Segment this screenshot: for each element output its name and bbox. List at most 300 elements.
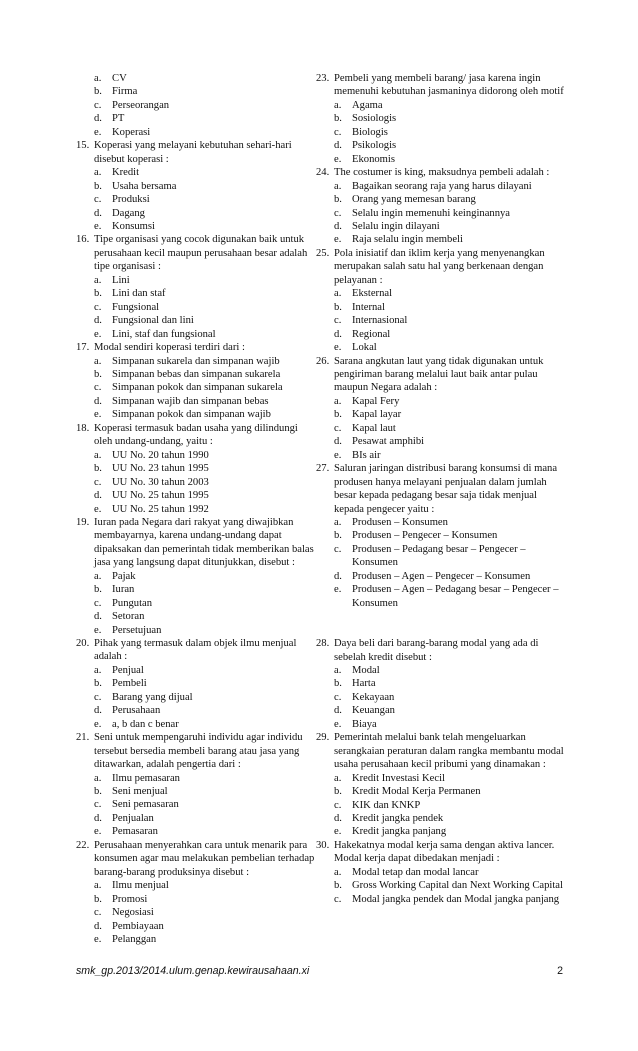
option-letter: b. xyxy=(94,463,102,475)
option-text: UU No. 25 tahun 1995 xyxy=(112,490,209,502)
question-text: Hakekatnya modal kerja sama dengan aktiva lancer. Modal kerja dapat dibedakan menjadi : xyxy=(334,839,555,865)
answer-option xyxy=(316,193,566,206)
option-letter: b. xyxy=(334,678,342,690)
option-letter: d. xyxy=(334,570,342,582)
answer-option xyxy=(76,462,316,475)
question xyxy=(316,166,566,247)
question xyxy=(316,247,566,355)
option-text: Orang yang memesan barang xyxy=(352,194,476,206)
answer-option xyxy=(76,785,316,798)
option-text: UU No. 20 tahun 1990 xyxy=(112,449,209,461)
option-text: Produsen – Agen – Pedagang besar – Pengecer – Konsumen xyxy=(352,584,559,609)
option-letter: a. xyxy=(94,355,102,367)
question xyxy=(76,233,316,341)
question-number: 23. xyxy=(316,73,330,84)
option-text: Perseorangan xyxy=(112,99,170,111)
option-letter: e. xyxy=(94,328,102,340)
question-number: 15. xyxy=(76,140,90,152)
question xyxy=(316,462,566,610)
answer-option xyxy=(76,677,316,690)
answer-option xyxy=(76,368,316,381)
question-text: Tipe organisasi yang cocok digunakan baik untuk perusahaan kecil maupun perusahaan besar adalah tipe organisasi : xyxy=(94,234,308,273)
answer-option xyxy=(316,207,566,220)
answer-option xyxy=(316,825,566,838)
answer-option xyxy=(316,395,566,408)
option-letter: e. xyxy=(334,342,342,354)
answer-option xyxy=(316,341,566,354)
option-text: Kapal layar xyxy=(352,409,402,421)
question-text: Pihak yang termasuk dalam objek ilmu menjual adalah : xyxy=(94,638,297,663)
option-letter: e. xyxy=(94,718,102,730)
answer-option xyxy=(76,395,316,408)
option-text: PT xyxy=(112,113,125,125)
answer-option xyxy=(316,570,566,583)
option-letter: b. xyxy=(94,368,102,380)
question-stem xyxy=(76,516,316,570)
option-text: Konsumsi xyxy=(112,220,155,232)
answer-option xyxy=(316,126,566,139)
question-stem xyxy=(76,341,316,354)
option-text: Kapal laut xyxy=(352,422,396,434)
option-text: Pungutan xyxy=(112,597,153,609)
question-text: Pemerintah melalui bank telah mengeluarkan serangkaian peraturan dalam rangka membantu modal usaha perusahaan kecil pribumi yang dinamakan : xyxy=(334,732,564,771)
answer-option xyxy=(316,112,566,125)
option-letter: d. xyxy=(334,813,342,825)
answer-option xyxy=(316,718,566,731)
answer-option xyxy=(316,449,566,462)
question-number: 30. xyxy=(316,839,330,851)
question-number: 25. xyxy=(316,247,330,259)
option-text: Fungsional dan lini xyxy=(112,315,194,327)
option-text: Penjualan xyxy=(112,812,154,824)
option-letter: e. xyxy=(334,153,342,165)
option-letter: b. xyxy=(334,113,342,125)
answer-option xyxy=(76,301,316,314)
answer-option xyxy=(316,220,566,233)
option-text: Seni menjual xyxy=(112,786,168,798)
answer-option xyxy=(76,664,316,677)
answer-option xyxy=(76,126,316,139)
option-letter: c. xyxy=(94,691,102,703)
option-text: Penjual xyxy=(112,664,144,676)
option-letter: d. xyxy=(334,705,342,717)
option-text: Lokal xyxy=(352,342,377,354)
question-text: Sarana angkutan laut yang tidak digunakan untuk pengiriman barang melalui laut baik antar pulau maupun Negara adalah : xyxy=(334,355,544,394)
option-letter: c. xyxy=(334,893,342,905)
option-letter: b. xyxy=(334,301,342,313)
option-letter: c. xyxy=(94,301,102,313)
option-letter: c. xyxy=(94,194,102,206)
option-text: Kredit jangka panjang xyxy=(352,826,447,838)
option-letter: b. xyxy=(334,880,342,892)
option-text: Simpanan pokok dan simpanan wajib xyxy=(112,409,271,421)
question xyxy=(316,731,566,839)
question-text: Modal sendiri koperasi terdiri dari : xyxy=(94,342,245,354)
answer-option xyxy=(76,583,316,596)
question xyxy=(316,637,566,731)
answer-option xyxy=(76,166,316,179)
option-letter: c. xyxy=(334,691,342,703)
option-letter: c. xyxy=(334,315,342,327)
option-letter: c. xyxy=(94,799,102,811)
option-text: Kredit xyxy=(112,167,140,179)
answer-option xyxy=(76,112,316,125)
option-letter: b. xyxy=(94,786,102,798)
option-text: Eksternal xyxy=(352,288,393,300)
answer-option xyxy=(76,610,316,623)
option-text: Ekonomis xyxy=(352,153,395,165)
option-text: CV xyxy=(112,73,127,84)
option-letter: a. xyxy=(334,772,342,784)
question-number: 26. xyxy=(316,355,330,367)
question-number: 27. xyxy=(316,463,330,475)
option-text: Lini, staf dan fungsional xyxy=(112,328,216,340)
option-text: Negosiasi xyxy=(112,907,154,919)
answer-option xyxy=(76,72,316,85)
answer-option xyxy=(76,704,316,717)
answer-option xyxy=(76,193,316,206)
answer-option xyxy=(316,328,566,341)
answer-option xyxy=(316,677,566,690)
left-column xyxy=(76,72,316,946)
option-text: Harta xyxy=(352,678,376,690)
option-letter: a. xyxy=(94,274,102,286)
page-number: 2 xyxy=(557,965,563,977)
answer-option xyxy=(76,798,316,811)
answer-option xyxy=(76,408,316,421)
option-text: Pembiayaan xyxy=(112,920,164,932)
question-text: Seni untuk mempengaruhi individu agar individu tersebut bersedia membeli barang atau jasa yang ditawarkan, adalah pengertia dari : xyxy=(94,732,303,771)
answer-option xyxy=(76,314,316,327)
option-text: a, b dan c benar xyxy=(112,718,179,730)
option-text: Gross Working Capital dan Next Working Capital xyxy=(352,880,563,892)
answer-option xyxy=(76,920,316,933)
answer-option xyxy=(316,799,566,812)
question-number: 24. xyxy=(316,167,330,179)
option-letter: d. xyxy=(94,113,102,125)
option-letter: d. xyxy=(334,140,342,152)
answer-option xyxy=(316,704,566,717)
question xyxy=(316,72,566,166)
answer-option xyxy=(76,489,316,502)
question-text: Pembeli yang membeli barang/ jasa karena ingin memenuhi kebutuhan jasmaninya didorong oleh motif xyxy=(334,73,564,98)
answer-option xyxy=(76,355,316,368)
option-letter: e. xyxy=(334,584,342,596)
option-text: Produsen – Pedagang besar – Pengecer – Konsumen xyxy=(352,543,526,569)
right-column xyxy=(316,72,566,906)
option-letter: d. xyxy=(334,220,342,232)
option-letter: a. xyxy=(94,167,102,179)
answer-option xyxy=(316,435,566,448)
option-text: Setoran xyxy=(112,611,145,623)
option-text: Pajak xyxy=(112,570,136,582)
question-text: Koperasi yang melayani kebutuhan sehari-hari disebut koperasi : xyxy=(94,140,292,165)
option-text: Fungsional xyxy=(112,301,160,313)
question-stem xyxy=(76,839,316,879)
option-letter: a. xyxy=(334,180,342,192)
option-letter: b. xyxy=(334,786,342,798)
answer-option xyxy=(76,328,316,341)
option-text: Dagang xyxy=(112,207,145,219)
answer-option xyxy=(316,529,566,542)
option-letter: e. xyxy=(94,934,102,945)
option-text: Pelanggan xyxy=(112,934,157,945)
option-letter: b. xyxy=(94,288,102,300)
answer-option xyxy=(76,772,316,785)
option-text: BIs air xyxy=(352,449,381,461)
option-letter: c. xyxy=(94,476,102,488)
option-text: Kredit Investasi Kecil xyxy=(352,772,445,784)
option-letter: b. xyxy=(334,530,342,542)
option-text: Simpanan sukarela dan simpanan wajib xyxy=(112,355,280,367)
option-letter: b. xyxy=(94,180,102,192)
option-letter: b. xyxy=(94,86,102,98)
option-letter: d. xyxy=(94,812,102,824)
option-text: Psikologis xyxy=(352,140,397,152)
option-letter: a. xyxy=(334,99,342,111)
option-text: Biaya xyxy=(352,718,377,730)
option-letter: d. xyxy=(334,436,342,448)
answer-option xyxy=(316,301,566,314)
answer-option xyxy=(76,449,316,462)
option-letter: d. xyxy=(94,920,102,932)
question-number: 22. xyxy=(76,839,90,851)
answer-option xyxy=(76,476,316,489)
option-text: Pemasaran xyxy=(112,826,158,838)
option-letter: c. xyxy=(334,207,342,219)
option-letter: c. xyxy=(334,126,342,138)
option-letter: e. xyxy=(94,409,102,421)
answer-option xyxy=(316,180,566,193)
answer-option xyxy=(316,153,566,166)
answer-option xyxy=(76,274,316,287)
question xyxy=(316,839,566,906)
answer-option xyxy=(316,422,566,435)
answer-option xyxy=(76,812,316,825)
question xyxy=(76,731,316,839)
column-gap xyxy=(316,610,566,637)
option-letter: c. xyxy=(94,907,102,919)
option-text: Keuangan xyxy=(352,705,395,717)
question-stem xyxy=(316,166,566,179)
option-letter: a. xyxy=(334,866,342,878)
option-letter: c. xyxy=(334,422,342,434)
option-letter: e. xyxy=(94,126,102,138)
question-text: Saluran jaringan distribusi barang konsumsi di mana produsen hanya melayani penjualan dalam jumlah besar kepada pedagang besar saja tidak menjual kepada pengecer yaitu : xyxy=(334,463,558,515)
option-text: Lini xyxy=(112,274,130,286)
option-text: Modal jangka pendek dan Modal jangka panjang xyxy=(352,893,560,905)
option-letter: d. xyxy=(94,315,102,327)
question xyxy=(316,355,566,463)
option-text: Usaha bersama xyxy=(112,180,177,192)
answer-option xyxy=(76,85,316,98)
option-letter: e. xyxy=(334,718,342,730)
answer-option xyxy=(76,381,316,394)
answer-option xyxy=(316,583,566,610)
question xyxy=(76,637,316,731)
option-letter: e. xyxy=(334,826,342,838)
option-letter: a. xyxy=(334,395,342,407)
option-letter: a. xyxy=(94,570,102,582)
option-letter: d. xyxy=(94,395,102,407)
option-text: Pesawat amphibi xyxy=(352,436,425,448)
option-text: Produsen – Agen – Pengecer – Konsumen xyxy=(352,570,531,582)
answer-option xyxy=(76,879,316,892)
option-letter: d. xyxy=(94,611,102,623)
answer-option xyxy=(316,772,566,785)
option-text: Firma xyxy=(112,86,138,98)
option-letter: c. xyxy=(334,543,342,555)
answer-option xyxy=(76,825,316,838)
option-letter: a. xyxy=(334,516,342,528)
question-text: The costumer is king, maksudnya pembeli adalah : xyxy=(334,167,550,179)
option-text: Modal xyxy=(352,665,380,677)
option-letter: c. xyxy=(94,597,102,609)
question-number: 19. xyxy=(76,516,90,528)
option-text: Produksi xyxy=(112,194,150,206)
question-stem xyxy=(76,139,316,166)
option-text: Promosi xyxy=(112,893,148,905)
question-number: 28. xyxy=(316,638,330,650)
question xyxy=(76,341,316,422)
answer-option xyxy=(316,314,566,327)
answer-option xyxy=(76,906,316,919)
answer-option xyxy=(76,503,316,516)
option-letter: e. xyxy=(94,220,102,232)
option-letter: d. xyxy=(94,207,102,219)
answer-option xyxy=(316,879,566,892)
question-stem xyxy=(76,731,316,771)
option-text: Modal tetap dan modal lancar xyxy=(352,866,479,878)
question xyxy=(76,839,316,947)
option-text: Pembeli xyxy=(112,678,147,690)
answer-option xyxy=(76,220,316,233)
option-text: Kapal Fery xyxy=(352,395,400,407)
question xyxy=(76,139,316,233)
answer-option xyxy=(76,691,316,704)
option-text: Persetujuan xyxy=(112,624,162,636)
option-letter: e. xyxy=(94,503,102,515)
answer-option xyxy=(76,718,316,731)
answer-option xyxy=(316,866,566,879)
option-text: Raja selalu ingin membeli xyxy=(352,234,463,246)
question-stem xyxy=(316,839,566,866)
answer-option xyxy=(76,180,316,193)
question-number: 29. xyxy=(316,732,330,744)
answer-option xyxy=(316,139,566,152)
answer-option xyxy=(316,664,566,677)
question-text: Perusahaan menyerahkan cara untuk menarik para konsumen agar mau melakukan pembelian terhadap barang-barang produksinya disebut : xyxy=(94,839,315,878)
option-text: Perusahaan xyxy=(112,705,161,717)
answer-option xyxy=(316,516,566,529)
answer-option xyxy=(316,785,566,798)
answer-option xyxy=(76,570,316,583)
option-text: Simpanan bebas dan simpanan sukarela xyxy=(112,368,281,380)
answer-option xyxy=(316,543,566,570)
option-text: Koperasi xyxy=(112,126,151,138)
option-text: Barang yang dijual xyxy=(112,691,193,703)
option-text: Produsen – Konsumen xyxy=(352,516,448,528)
option-text: Sosiologis xyxy=(352,113,397,125)
question-text: Koperasi termasuk badan usaha yang dilindungi oleh undang-undang, yaitu : xyxy=(94,422,298,448)
option-text: Regional xyxy=(352,328,391,340)
option-letter: d. xyxy=(94,705,102,717)
option-text: Selalu ingin dilayani xyxy=(352,220,440,232)
answer-option xyxy=(76,207,316,220)
option-letter: b. xyxy=(94,678,102,690)
question-number: 16. xyxy=(76,234,90,246)
option-letter: a. xyxy=(94,73,102,84)
option-text: UU No. 25 tahun 1992 xyxy=(112,503,209,515)
option-text: Seni pemasaran xyxy=(112,799,179,811)
question xyxy=(76,516,316,637)
question-stem xyxy=(316,247,566,287)
option-letter: d. xyxy=(334,328,342,340)
answer-option xyxy=(76,99,316,112)
option-letter: e. xyxy=(94,826,102,838)
option-text: Selalu ingin memenuhi keinginannya xyxy=(352,207,510,219)
option-letter: a. xyxy=(94,880,102,892)
question-stem xyxy=(316,355,566,395)
question-number: 20. xyxy=(76,638,90,650)
option-letter: a. xyxy=(94,772,102,784)
answer-option xyxy=(316,691,566,704)
option-letter: a. xyxy=(334,665,342,677)
question xyxy=(76,422,316,516)
answer-option xyxy=(76,893,316,906)
question-stem xyxy=(76,637,316,664)
answer-option xyxy=(316,99,566,112)
option-letter: d. xyxy=(94,490,102,502)
option-text: Internasional xyxy=(352,315,408,327)
question-stem xyxy=(76,233,316,273)
option-text: Iuran xyxy=(112,584,135,596)
answer-option xyxy=(76,597,316,610)
option-text: Biologis xyxy=(352,126,388,138)
answer-option xyxy=(316,893,566,906)
question-text: Pola inisiatif dan iklim kerja yang menyenangkan merupakan salah satu hal yang berkenaan dengan pelayanan : xyxy=(334,247,545,286)
question-stem xyxy=(316,731,566,771)
question-number: 18. xyxy=(76,422,90,434)
question-number: 21. xyxy=(76,732,90,744)
answer-option xyxy=(316,408,566,421)
question-text: Iuran pada Negara dari rakyat yang diwajibkan membayarnya, karena undang-undang dapat dipaksakan dan pemerintah tidak memberikan balas jasa yang langsung dapat ditunjukkan, disebut : xyxy=(94,516,314,569)
option-text: Kredit Modal Kerja Permanen xyxy=(352,786,481,798)
option-letter: e. xyxy=(94,624,102,636)
option-text: Kekayaan xyxy=(352,691,395,703)
question-stem xyxy=(76,422,316,449)
question-number: 17. xyxy=(76,342,90,354)
answer-option xyxy=(76,287,316,300)
option-text: KIK dan KNKP xyxy=(352,799,421,811)
option-text: Lini dan staf xyxy=(112,288,166,300)
option-text: Ilmu pemasaran xyxy=(112,772,180,784)
option-letter: c. xyxy=(94,382,102,394)
option-text: Simpanan wajib dan simpanan bebas xyxy=(112,395,269,407)
option-letter: b. xyxy=(334,194,342,206)
answer-option xyxy=(76,624,316,637)
option-text: Produsen – Pengecer – Konsumen xyxy=(352,530,498,542)
answer-option xyxy=(316,287,566,300)
option-letter: c. xyxy=(334,799,342,811)
question-continuation xyxy=(76,72,316,139)
option-letter: b. xyxy=(94,893,102,905)
option-text: Agama xyxy=(352,99,383,111)
option-letter: a. xyxy=(94,449,102,461)
question-text: Daya beli dari barang-barang modal yang ada di sebelah kredit disebut : xyxy=(334,638,539,663)
answer-option xyxy=(316,233,566,246)
question-stem xyxy=(316,637,566,664)
